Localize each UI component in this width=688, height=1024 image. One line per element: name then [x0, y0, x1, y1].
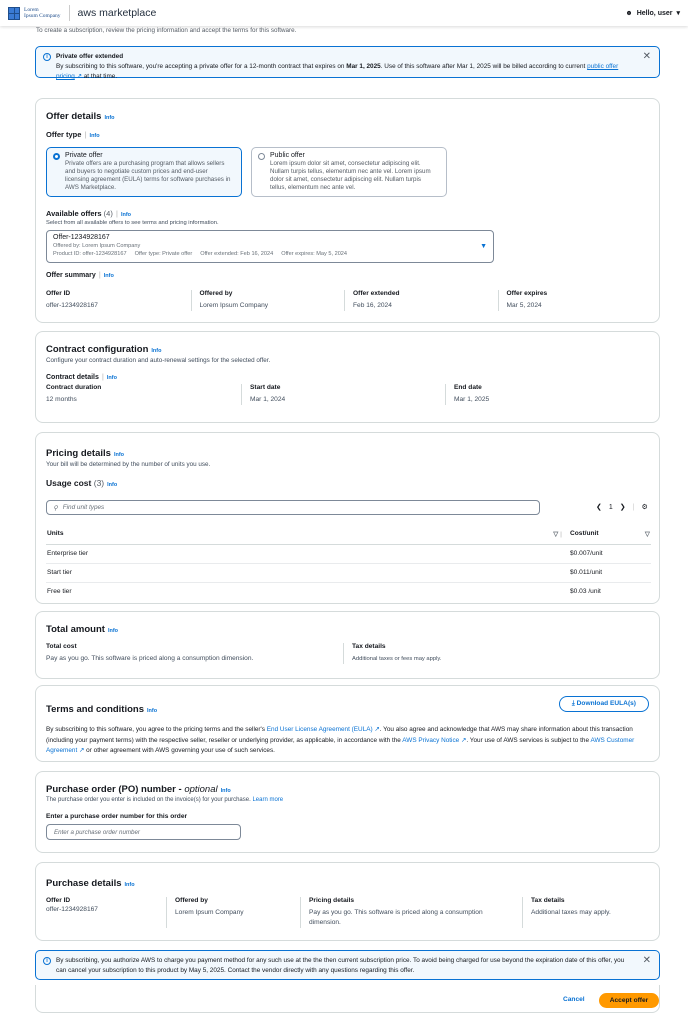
section-desc: Your bill will be determined by the number of units you use.	[46, 461, 211, 468]
billing-alert	[35, 950, 660, 980]
close-icon[interactable]: ✕	[642, 51, 651, 62]
column-header-cost[interactable]: Cost/unit ▽	[569, 525, 651, 544]
logo-line1: Lorem	[24, 6, 39, 13]
terms-card	[35, 685, 660, 762]
company-logo[interactable]	[8, 7, 61, 20]
info-link[interactable]: Info	[107, 628, 119, 634]
info-icon: i	[43, 53, 51, 61]
external-link-icon: ↗	[79, 747, 85, 754]
po-field-label: Enter a purchase order number for this order	[46, 813, 188, 820]
selected-offer-by: Offered by: Lorem Ipsum Company	[53, 243, 141, 249]
offer-details-card: Offer details Info Offer type | Info Private offer Private offers are a purchasing program that allows sellers and buyers to negotiate custom prices and end-user licensing agreement (EULA) terms for software purchases in AWS Marketplace. Public offer Lorem ipsum dolor sit amet, consectetur adipiscing elit. Nullam turpis tellus, elementum nec ante vel. Lorem ipsum dolor sit amet, consectetur adipiscing elit. Nullam turpis tellus, elementum nec ante vel. Available offers (4) | Info Select from all available offers to see terms and pricing information. Offer-1234928167 Offered by: Lorem Ipsum Company Product ID: offer-1234928167 Offer type: Private offer Offer extended: Feb 16, 2024 Offer expires: May 5, 2024 ▼ Offer summary | Info Offer ID offer-1234928167 Offered by Lorem Ipsum Company Offer extended Feb 16, 2024 Offer expires Mar 5, 2024	[35, 98, 660, 323]
section-title: Contract configuration	[46, 344, 149, 355]
external-link-icon: ↗	[461, 736, 467, 744]
offer-type-label: Offer type	[46, 130, 82, 139]
usage-cost-table	[46, 525, 651, 601]
info-link[interactable]: Info	[151, 348, 162, 354]
aws-marketplace-logo[interactable]: aws marketplace	[77, 7, 157, 19]
find-unit-types-input[interactable]: ⚲ Find unit types	[46, 500, 540, 515]
public-offer-label: Public offer	[270, 152, 305, 159]
alert-text: By subscribing to this software, you're accepting a private offer for a 12-month contract that expires on Mar 1, 2025. Use of this software after Mar 1, 2025 will be billed according to current public offer pricing ↗ at that time.	[56, 63, 619, 80]
terms-text: By subscribing to this software, you agree to the pricing terms and the seller's End User License Agreement (EULA) ↗. You also agree and acknowledge that AWS may share information about this transaction (including your payment terms) with the respective seller, reseller or underlying provider, as applicable, in accordance with the AWS Privacy Notice ↗. Your use of AWS services is subject to the AWS Customer Agreement ↗ or other agreement with AWS governing your use of such services.	[46, 726, 635, 754]
external-link-icon: ↗	[374, 726, 380, 733]
info-link[interactable]: Info	[220, 788, 231, 794]
cancel-button[interactable]: Cancel	[563, 996, 585, 1003]
info-link[interactable]: Info	[89, 133, 100, 139]
purchase-order-card: Purchase order (PO) number - optional Info The purchase order you enter is included on the invoice(s) for your purchase. Learn more Enter a purchase order number for this order Enter a purchase order number	[35, 771, 660, 853]
po-number-input[interactable]: Enter a purchase order number	[46, 824, 241, 840]
info-link[interactable]: Info	[113, 452, 125, 458]
section-title: Terms and conditions	[46, 704, 145, 715]
private-offer-desc: Private offers are a purchasing program that allows sellers and buyers to negotiate custom prices and end-user licensing agreement (EULA) terms for software purchases in AWS Marketplace.	[65, 160, 231, 191]
user-menu[interactable]	[625, 9, 680, 17]
top-header	[0, 0, 688, 26]
alert-title: Private offer extended	[56, 53, 124, 60]
info-link[interactable]: Info	[106, 375, 117, 381]
private-offer-label: Private offer	[65, 152, 103, 159]
search-icon: ⚲	[53, 504, 58, 512]
total-amount-card	[35, 611, 660, 679]
info-link[interactable]: Info	[120, 212, 132, 218]
purchase-details: Offer ID offer-1234928167 Offered by Lorem Ipsum Company Pricing details Pay as you go. This software is priced along a consumption dimension. Tax details Additional taxes may apply.	[46, 897, 649, 928]
available-offers-desc: Select from all available offers to see terms and pricing information.	[46, 220, 219, 226]
info-link[interactable]: Info	[104, 115, 115, 121]
page-number[interactable]: 1	[608, 503, 613, 511]
private-offer-tile[interactable]	[46, 147, 242, 197]
settings-gear-icon[interactable]: ⚙	[641, 504, 648, 511]
section-title: Purchase order (PO) number -	[46, 784, 185, 795]
table-row: Enterprise tier $0.007/unit	[46, 544, 651, 563]
sort-icon: ▽	[644, 531, 650, 539]
offer-select[interactable]: Offer-1234928167 Offered by: Lorem Ipsum Company Product ID: offer-1234928167 Offer type: Private offer Offer extended: Feb 16, 2024 Offer expires: May 5, 2024 ▼	[46, 230, 494, 263]
section-desc: The purchase order you enter is included on the invoice(s) for your purchase.	[46, 797, 253, 803]
column-header-units[interactable]: Units ▽ |	[46, 525, 569, 544]
customer-agreement-link[interactable]: AWS Customer Agreement	[46, 736, 635, 754]
contract-details: Contract duration 12 months Start date Mar 1, 2024 End date Mar 1, 2025	[46, 384, 649, 405]
page-subtitle: To create a subscription, review the pricing information and accept the terms for this software.	[36, 27, 297, 34]
selected-offer-name: Offer-1234928167	[53, 234, 110, 241]
divider	[69, 5, 70, 21]
info-icon: i	[43, 957, 51, 965]
learn-more-link[interactable]: Learn more	[252, 797, 284, 803]
sort-icon: ▽ |	[553, 531, 562, 539]
offer-count: (4)	[103, 209, 113, 218]
download-icon: ⤓	[571, 700, 575, 707]
public-offer-tile[interactable]	[251, 147, 447, 197]
caret-down-icon: ▼	[480, 243, 487, 250]
prev-page-icon[interactable]: ❮	[596, 504, 602, 511]
private-offer-alert	[35, 46, 660, 78]
section-desc: Configure your contract duration and auto-renewal settings for the selected offer.	[46, 357, 271, 364]
logo-line2: Ipsum Company	[24, 13, 61, 19]
table-row: Start tier $0.011/unit	[46, 563, 651, 582]
logo-icon	[8, 7, 20, 20]
table-row: Free tier $0.03 /unit	[47, 588, 601, 596]
accept-offer-button[interactable]: Accept offer	[599, 993, 659, 1008]
purchase-details-card	[35, 862, 660, 941]
next-page-icon[interactable]: ❯	[619, 504, 626, 511]
info-link[interactable]: Info	[107, 482, 118, 488]
pricing-details-card: Pricing details Info Your bill will be determined by the number of units you use. Usage cost (3) Info ⚲ Find unit types ❮ 1 ❯ | ⚙ Units ▽ | Cost/unit ▽ Enterprise tier $0.007/unit Start tier $0.011/unit Free tier $0.03 /unit	[35, 432, 660, 604]
info-link[interactable]: Info	[124, 882, 135, 888]
download-eula-button[interactable]: ⤓ Download EULA(s)	[559, 696, 649, 712]
external-link-icon: ↗	[76, 73, 82, 80]
offer-summary: Offer ID offer-1234928167 Offered by Lorem Ipsum Company Offer extended Feb 16, 2024 Offer expires Mar 5, 2024	[46, 290, 651, 311]
offer-summary-label: Offer summary	[46, 272, 96, 279]
info-link[interactable]: Info	[147, 708, 158, 714]
section-title: Total amount	[46, 624, 105, 635]
section-title: Purchase details	[46, 878, 122, 889]
pagination: ❮ 1 ❯ | ⚙	[596, 503, 648, 511]
info-link[interactable]: Info	[103, 273, 114, 279]
caret-down-icon: ▾	[676, 10, 680, 17]
user-icon: ☻	[625, 9, 633, 17]
total-amount-details: Total cost Pay as you go. This software is priced along a consumption dimension. Tax details Additional taxes or fees may apply.	[46, 643, 649, 664]
section-title: Offer details	[46, 111, 102, 122]
usage-cost-label: Usage cost	[46, 478, 92, 488]
public-offer-desc: Lorem ipsum dolor sit amet, consectetur adipiscing elit. Nullam turpis tellus, elementum nec ante vel. Lorem ipsum dolor sit amet, consectetur adipiscing elit. Nullam turpis tellus, elementum nec ante vel.	[270, 160, 431, 191]
user-greeting: Hello, user	[636, 9, 673, 17]
available-offers-label: Available offers	[46, 209, 102, 218]
section-title: Pricing details	[46, 448, 111, 459]
close-icon[interactable]: ✕	[642, 955, 651, 966]
contract-configuration-card: Contract configuration Info Configure your contract duration and auto-renewal settings for the selected offer. Contract details | Info Contract duration 12 months Start date Mar 1, 2024 End date Mar 1, 2025	[35, 331, 660, 423]
eula-link[interactable]: End User License Agreement (EULA)	[266, 726, 373, 733]
radio-unselected[interactable]	[258, 153, 265, 160]
public-offer-pricing-link[interactable]: public offer pricing	[56, 63, 619, 80]
alert-text: By subscribing, you authorize AWS to charge you payment method for any such use at the the then current subscription price. To avoid being charged for use beyond the expiration date of this offer, you can cancel your subscription to this product by May 5, 2025. Contact the vendor directly with any questions regarding this offer.	[56, 957, 625, 974]
privacy-notice-link[interactable]: AWS Privacy Notice	[402, 736, 460, 744]
radio-selected[interactable]	[53, 153, 60, 160]
contract-details-label: Contract details	[46, 374, 99, 381]
